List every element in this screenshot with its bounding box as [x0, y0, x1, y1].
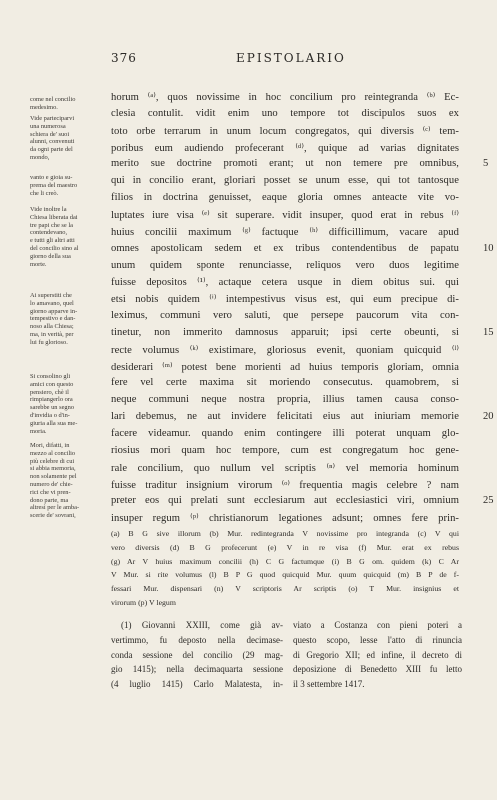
text-line: riosius mori quam hoc tempore, cum est congregatum hoc gene- [111, 444, 459, 456]
footnote-line: di Gregorio XII; ed infine, il decreto di [293, 649, 462, 660]
footnote-right-column [293, 618, 462, 692]
apparatus-line: V Mur. si rite volumus (l) B P G quod quicquid Mur. quum quicquid (m) B P de f- [111, 570, 459, 580]
text-line: fuisse traditur insignium virorum ⁽ᵒ⁾ frequentia magis celebre ? nam [111, 479, 459, 491]
text-line: insuper regum ⁽ᵖ⁾ christianorum legationes adsunt; omnes fere prin- [111, 513, 459, 525]
footnote-line: il 3 settembre 1417. [293, 679, 365, 690]
text-line: preter eos qui prelati sunt ecclesiarum aut ecclesiastici viri, omnium [111, 495, 459, 507]
text-line: fere vel certe maxima sit moriendo consecutus. quamobrem, si [111, 377, 459, 389]
text-line: neque communi neque nostra propria, illius tamen causa conso- [111, 394, 459, 406]
margin-note: vanto e gioia su- prema del maestro che li creò. [30, 174, 78, 197]
margin-note: Ai superstiti che lo amavano, quel giorno apparve in- tempestivo e dan- noso alla Chiesa; ma, in verità, per lui fu glorioso. [30, 292, 78, 346]
text-line: omnes apostolicam sedem et ex tribus contendentibus de papatu [111, 242, 459, 254]
margin-note: Si consolino gli amici con questo pensiero, chè il rimpiangerlo ora sarebbe un segno d'invidia o d'in- giuria alla sua me- moria. [30, 373, 78, 435]
footnote-line: (1) Giovanni XXIII, come già av- [121, 620, 283, 630]
text-line: unum quidem sponte renunciasse, reliquos vero duos legitime [111, 259, 459, 271]
running-title: EPISTOLARIO [236, 51, 346, 65]
apparatus-line: fessari Mur. dispensari (n) V scriptoris Ar scriptis (o) T Mur. insignius et [111, 584, 459, 594]
apparatus-line: (a) B G sive illorum (b) Mur. redintegranda V novissime pro integranda (c) V qui [111, 529, 459, 538]
footnote-line: conda sessione del concilio (29 mag- [111, 649, 283, 660]
page-number: 376 [111, 51, 137, 65]
footnote-left-column [111, 618, 283, 692]
text-line: rale concilium, quo nullum vel scriptis ⁽ⁿ⁾ vel memoria hominum [111, 462, 459, 474]
text-line: luptates iure visa ⁽ᵉ⁾ sit superare. vidit insuper, quod erat in rebus ⁽ᶠ⁾ [111, 209, 459, 221]
text-line: clesia contulit. vidit enim uno tempore tot discipulos suos ex [111, 107, 459, 119]
critical-apparatus [111, 527, 459, 610]
margin-note: Mori, difatti, in mezzo al concilio più celebre di cui si abbia memoria, non solamente pel numero de' chie- rici che vi pren- dono parte, ma altresì per le amba- scerie de' sovrani, [30, 442, 80, 520]
apparatus-line: vero diversis (d) B G profecerunt (e) V in re visa (f) Mur. erat ex rebus [111, 542, 459, 552]
text-line: tinetur, non immerito damnosus apparuit; ipsi certe obeunti, si [111, 326, 459, 338]
margin-note: Vide parteciparvi una numerosa schiera de' suoi alunni, convenuti da ogni parte del mondo, [30, 115, 75, 161]
line-number: 25 [483, 495, 494, 507]
text-line: fuisse depositos ⁽¹⁾, actaque cetera usque in diem obitus sui. qui [111, 277, 459, 289]
line-number: 15 [483, 326, 494, 338]
text-line: merito sue doctrine promoti erant; ut non temere pre omnibus, [111, 158, 459, 170]
text-line: lari debemus, ne aut invidere felicitati eius aut iniuriam memorie [111, 411, 459, 423]
margin-note: come nel concilio medesimo. [30, 96, 76, 111]
text-line: filios in doctrina genuisset, eaque gloria omnes anteacte vite vo- [111, 192, 459, 204]
text-line: desiderari ⁽ᵐ⁾ potest bene morienti ad huius temporis gloriam, omnia [111, 361, 459, 373]
footnote-line: deposizione di Benedetto XIII fu letto [293, 664, 462, 675]
text-line: leximus, communi vero saluti, que persepe paucorum vita con- [111, 310, 459, 322]
footnote-line: gio 1415); nella decimaquarta sessione [111, 664, 283, 675]
text-line: facere videamur. quando enim contingere illi poterat unquam glo- [111, 428, 459, 439]
text-line: etsi nobis quidem ⁽ⁱ⁾ intempestivus visus est, qui eum precipue di- [111, 294, 459, 306]
text-line: poribus eum audiendo profecerant ⁽ᵈ⁾, quique ad varias dignitates [111, 142, 459, 154]
text-line: huius concilii maximum ⁽ᵍ⁾ factuque ⁽ʰ⁾ difficillimum, vacare apud [111, 226, 459, 238]
footnote-line: questo scopo, lesse l'atto di rinuncia [293, 634, 462, 645]
text-line: recte volumus ⁽ᵏ⁾ existimare, gloriosus evenit, quoniam quicquid ⁽ˡ⁾ [111, 344, 459, 356]
footnote-line: viato a Costanza con pieni poteri a [293, 620, 462, 630]
line-number: 10 [483, 242, 494, 254]
margin-note: Vide inoltre la Chiesa liberata dai tre papi che se la contendevano, e tutti gli altri atti del concilio sino al giorno della sua morte. [30, 206, 79, 268]
text-line: qui in concilio erant, gloriari posset se unum esse, qui tot tantosque [111, 175, 459, 187]
text-line: horum ⁽ᵃ⁾, quos novissime in hoc concilium pro reintegranda ⁽ᵇ⁾ Ec- [111, 92, 459, 103]
apparatus-line: virorum (p) V legum [111, 597, 176, 607]
line-number: 20 [483, 411, 494, 423]
text-line: toto orbe terrarum in unum locum congregatos, qui diversis ⁽ᶜ⁾ tem- [111, 125, 459, 137]
line-number: 5 [483, 158, 489, 170]
footnote-line: (4 luglio 1415) Carlo Malatesta, in- [111, 679, 283, 690]
footnote-line: vertimmo, fu deposto nella decimase- [111, 634, 283, 645]
apparatus-line: (g) Ar V huius maximum concilii (h) C G factumque (i) B G om. quidem (k) C Ar [111, 556, 459, 566]
